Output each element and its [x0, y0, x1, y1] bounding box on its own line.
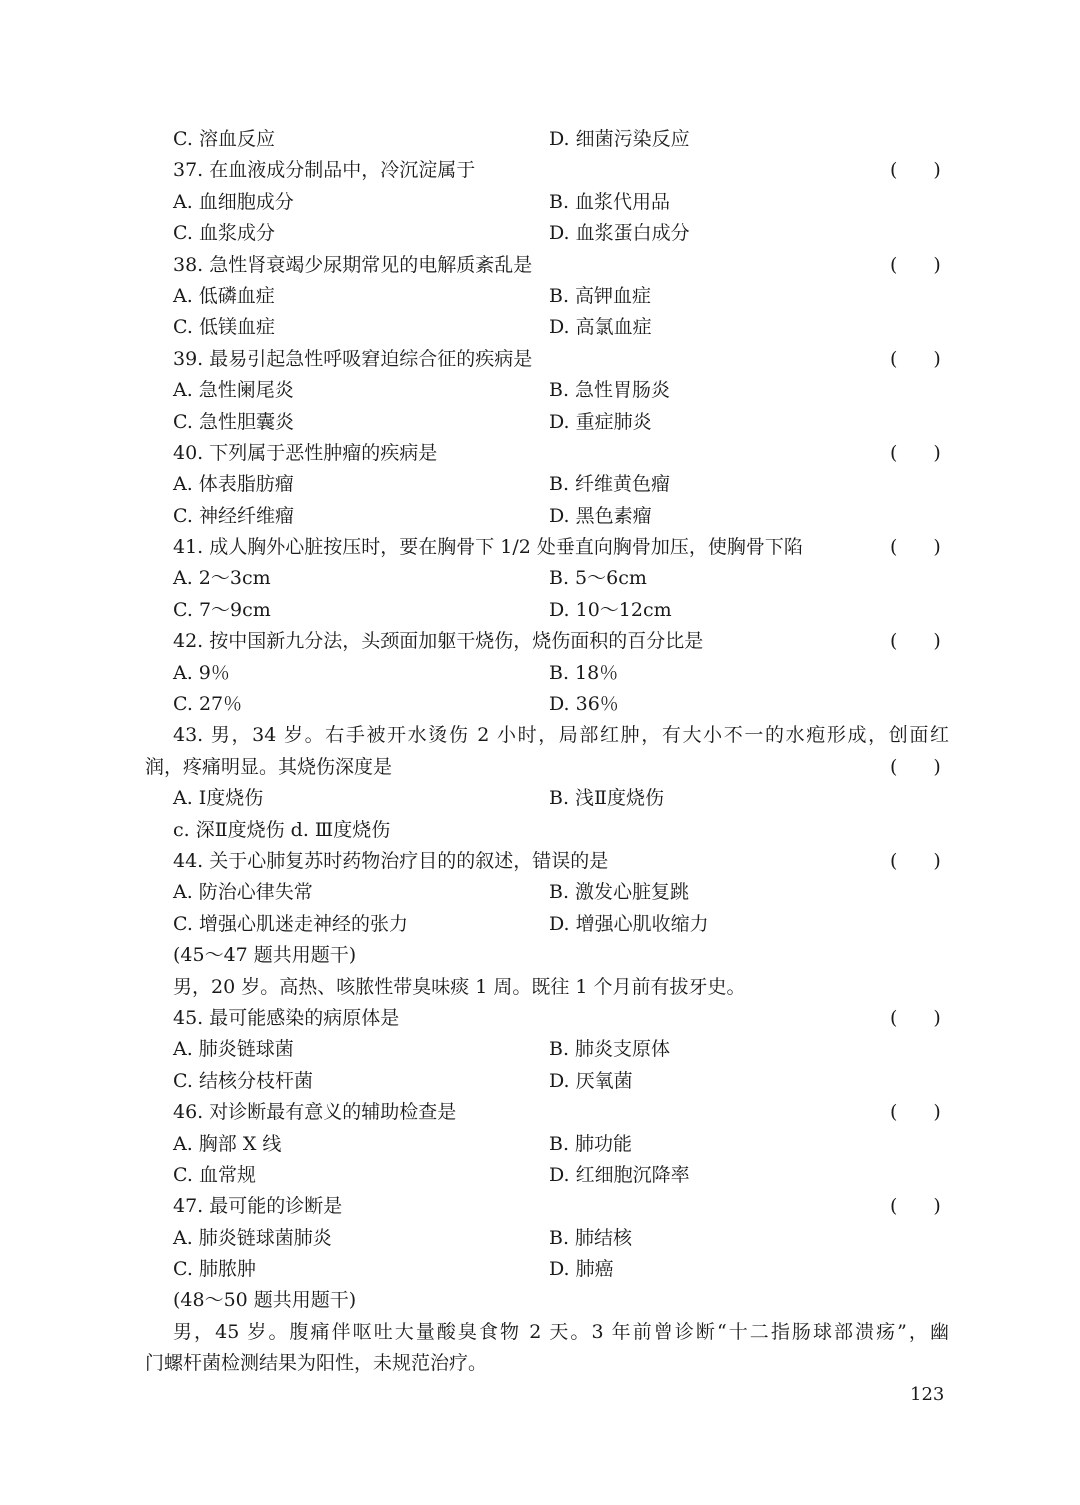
q44-answer-blank: ( ): [890, 849, 941, 872]
q43-option-b: B. 浅Ⅱ度烧伤: [549, 787, 664, 810]
q43-stem-line1: [0, 720, 1080, 751]
q45-text: 45. 最可能感染的病原体是: [173, 1006, 400, 1029]
q39-options-cd: [0, 407, 1080, 438]
q37-option-c: C. 血浆成分: [173, 222, 275, 245]
q38-stem: [0, 250, 1080, 281]
q44-options-ab: [0, 877, 1080, 908]
q36-option-c: C. 溶血反应: [173, 128, 275, 150]
group48-stem-line2: [0, 1348, 1080, 1379]
q42-option-a: A. 9％: [173, 661, 230, 684]
q44-option-b: B. 激发心脏复跳: [549, 881, 690, 904]
q40-answer-blank: ( ): [890, 441, 941, 464]
q36-options-cd: [0, 124, 1080, 155]
q42-option-d: D. 36％: [549, 693, 619, 716]
q44-option-c: C. 增强心肌迷走神经的张力: [173, 912, 408, 935]
q45-stem: [0, 1003, 1080, 1034]
q40-stem: [0, 438, 1080, 469]
q37-option-d: D. 血浆蛋白成分: [549, 222, 690, 245]
q37-option-a: A. 血细胞成分: [173, 190, 294, 213]
q42-option-c: C. 27％: [173, 693, 243, 716]
q39-option-a: A. 急性阑尾炎: [173, 379, 294, 402]
q46-option-d: D. 红细胞沉降率: [549, 1163, 690, 1186]
q47-options-ab: [0, 1223, 1080, 1254]
group45-stem-line: [0, 972, 1080, 1003]
q47-stem: [0, 1191, 1080, 1222]
q36-option-d: D. 细菌污染反应: [549, 128, 690, 150]
q41-option-a: A. 2～3cm: [173, 567, 271, 590]
q39-option-b: B. 急性胃肠炎: [549, 379, 671, 402]
q47-options-cd: [0, 1254, 1080, 1285]
q46-option-c: C. 血常规: [173, 1163, 256, 1186]
q38-answer-blank: ( ): [890, 253, 941, 276]
group48-header: (48～50 题共用题干): [173, 1289, 357, 1312]
q40-option-c: C. 神经纤维瘤: [173, 504, 294, 527]
q47-text: 47. 最可能的诊断是: [173, 1195, 343, 1218]
page-number: 123: [910, 1384, 945, 1405]
q44-option-d: D. 增强心肌收缩力: [549, 912, 709, 935]
question-list: [0, 124, 1080, 1380]
q40-option-a: A. 体表脂肪瘤: [173, 473, 294, 496]
group48-stem-text1: 男，45 岁。腹痛伴呕吐大量酸臭食物 2 天。3 年前曾诊断“十二指肠球部溃疡”，幽: [173, 1320, 949, 1343]
q38-option-b: B. 高钾血症: [549, 284, 652, 307]
q39-options-ab: [0, 375, 1080, 406]
group45-stem: 男，20 岁。高热、咳脓性带臭味痰 1 周。既往 1 个月前有拔牙史。: [173, 975, 746, 998]
q37-options-cd: [0, 218, 1080, 249]
q37-stem: [0, 155, 1080, 186]
q46-text: 46. 对诊断最有意义的辅助检查是: [173, 1101, 457, 1124]
q39-stem: [0, 344, 1080, 375]
q42-option-b: B. 18％: [549, 661, 619, 684]
q43-text-line1: 43. 男，34 岁。右手被开水烫伤 2 小时，局部红肿，有大小不一的水疱形成，创面红: [173, 724, 949, 747]
group45-header-line: [0, 940, 1080, 971]
q42-options-ab: [0, 658, 1080, 689]
q41-option-c: C. 7～9cm: [173, 598, 271, 621]
q43-option-a: A. Ⅰ度烧伤: [173, 787, 264, 810]
q37-option-b: B. 血浆代用品: [549, 190, 671, 213]
q46-options-ab: [0, 1129, 1080, 1160]
q43-options-cd: [0, 815, 1080, 846]
q38-text: 38. 急性肾衰竭少尿期常见的电解质紊乱是: [173, 253, 533, 276]
q42-answer-blank: ( ): [890, 630, 941, 653]
q43-stem-line2: [0, 752, 1080, 783]
group48-header-line: [0, 1285, 1080, 1316]
q41-answer-blank: ( ): [890, 536, 941, 559]
q43-text-line2: 润，疼痛明显。其烧伤深度是: [145, 755, 393, 778]
q45-option-d: D. 厌氧菌: [549, 1069, 633, 1092]
q38-option-c: C. 低镁血症: [173, 316, 275, 339]
q43-answer-blank: ( ): [890, 755, 941, 778]
q40-text: 40. 下列属于恶性肿瘤的疾病是: [173, 441, 438, 464]
q45-options-ab: [0, 1034, 1080, 1065]
q46-option-b: B. 肺功能: [549, 1132, 633, 1155]
q47-answer-blank: ( ): [890, 1195, 941, 1218]
q41-stem: [0, 532, 1080, 563]
q47-option-b: B. 肺结核: [549, 1226, 633, 1249]
q40-options-ab: [0, 469, 1080, 500]
q44-option-a: A. 防治心律失常: [173, 881, 313, 904]
q41-option-b: B. 5～6cm: [549, 567, 647, 590]
q41-text: 41. 成人胸外心脏按压时，要在胸骨下 1/2 处垂直向胸骨加压，使胸骨下陷: [173, 536, 803, 559]
q42-stem: [0, 626, 1080, 657]
q45-option-b: B. 肺炎支原体: [549, 1038, 671, 1061]
q38-option-d: D. 高氯血症: [549, 316, 652, 339]
q43-options-ab: [0, 783, 1080, 814]
q47-option-c: C. 肺脓肿: [173, 1258, 256, 1281]
q45-options-cd: [0, 1066, 1080, 1097]
q41-option-d: D. 10～12cm: [549, 598, 672, 621]
q41-options-ab: [0, 563, 1080, 594]
q38-option-a: A. 低磷血症: [173, 284, 275, 307]
q42-text: 42. 按中国新九分法，头颈面加躯干烧伤，烧伤面积的百分比是: [173, 630, 704, 653]
q47-option-d: D. 肺癌: [549, 1258, 614, 1281]
q37-text: 37. 在血液成分制品中，冷沉淀属于: [173, 159, 476, 182]
q45-option-a: A. 肺炎链球菌: [173, 1038, 294, 1061]
q39-option-c: C. 急性胆囊炎: [173, 410, 294, 433]
q44-text: 44. 关于心肺复苏时药物治疗目的的叙述，错误的是: [173, 849, 609, 872]
group48-stem-text2: 门螺杆菌检测结果为阳性，未规范治疗。: [145, 1352, 488, 1375]
q41-options-cd: [0, 595, 1080, 626]
q44-stem: [0, 846, 1080, 877]
q37-answer-blank: ( ): [890, 159, 941, 182]
q44-options-cd: [0, 909, 1080, 940]
q40-options-cd: [0, 501, 1080, 532]
group48-stem-line1: [0, 1317, 1080, 1348]
q46-stem: [0, 1097, 1080, 1128]
q45-answer-blank: ( ): [890, 1006, 941, 1029]
q38-options-ab: [0, 281, 1080, 312]
q38-options-cd: [0, 312, 1080, 343]
q40-option-d: D. 黑色素瘤: [549, 504, 652, 527]
group45-header: (45～47 题共用题干): [173, 944, 357, 967]
q39-answer-blank: ( ): [890, 347, 941, 370]
q39-text: 39. 最易引起急性呼吸窘迫综合征的疾病是: [173, 347, 533, 370]
q46-answer-blank: ( ): [890, 1101, 941, 1124]
q39-option-d: D. 重症肺炎: [549, 410, 652, 433]
q37-options-ab: [0, 187, 1080, 218]
q42-options-cd: [0, 689, 1080, 720]
q46-option-a: A. 胸部 X 线: [173, 1132, 282, 1155]
q45-option-c: C. 结核分枝杆菌: [173, 1069, 313, 1092]
q46-options-cd: [0, 1160, 1080, 1191]
q47-option-a: A. 肺炎链球菌肺炎: [173, 1226, 332, 1249]
q40-option-b: B. 纤维黄色瘤: [549, 473, 671, 496]
q43-option-cd: c. 深Ⅱ度烧伤 d. Ⅲ度烧伤: [173, 818, 391, 841]
